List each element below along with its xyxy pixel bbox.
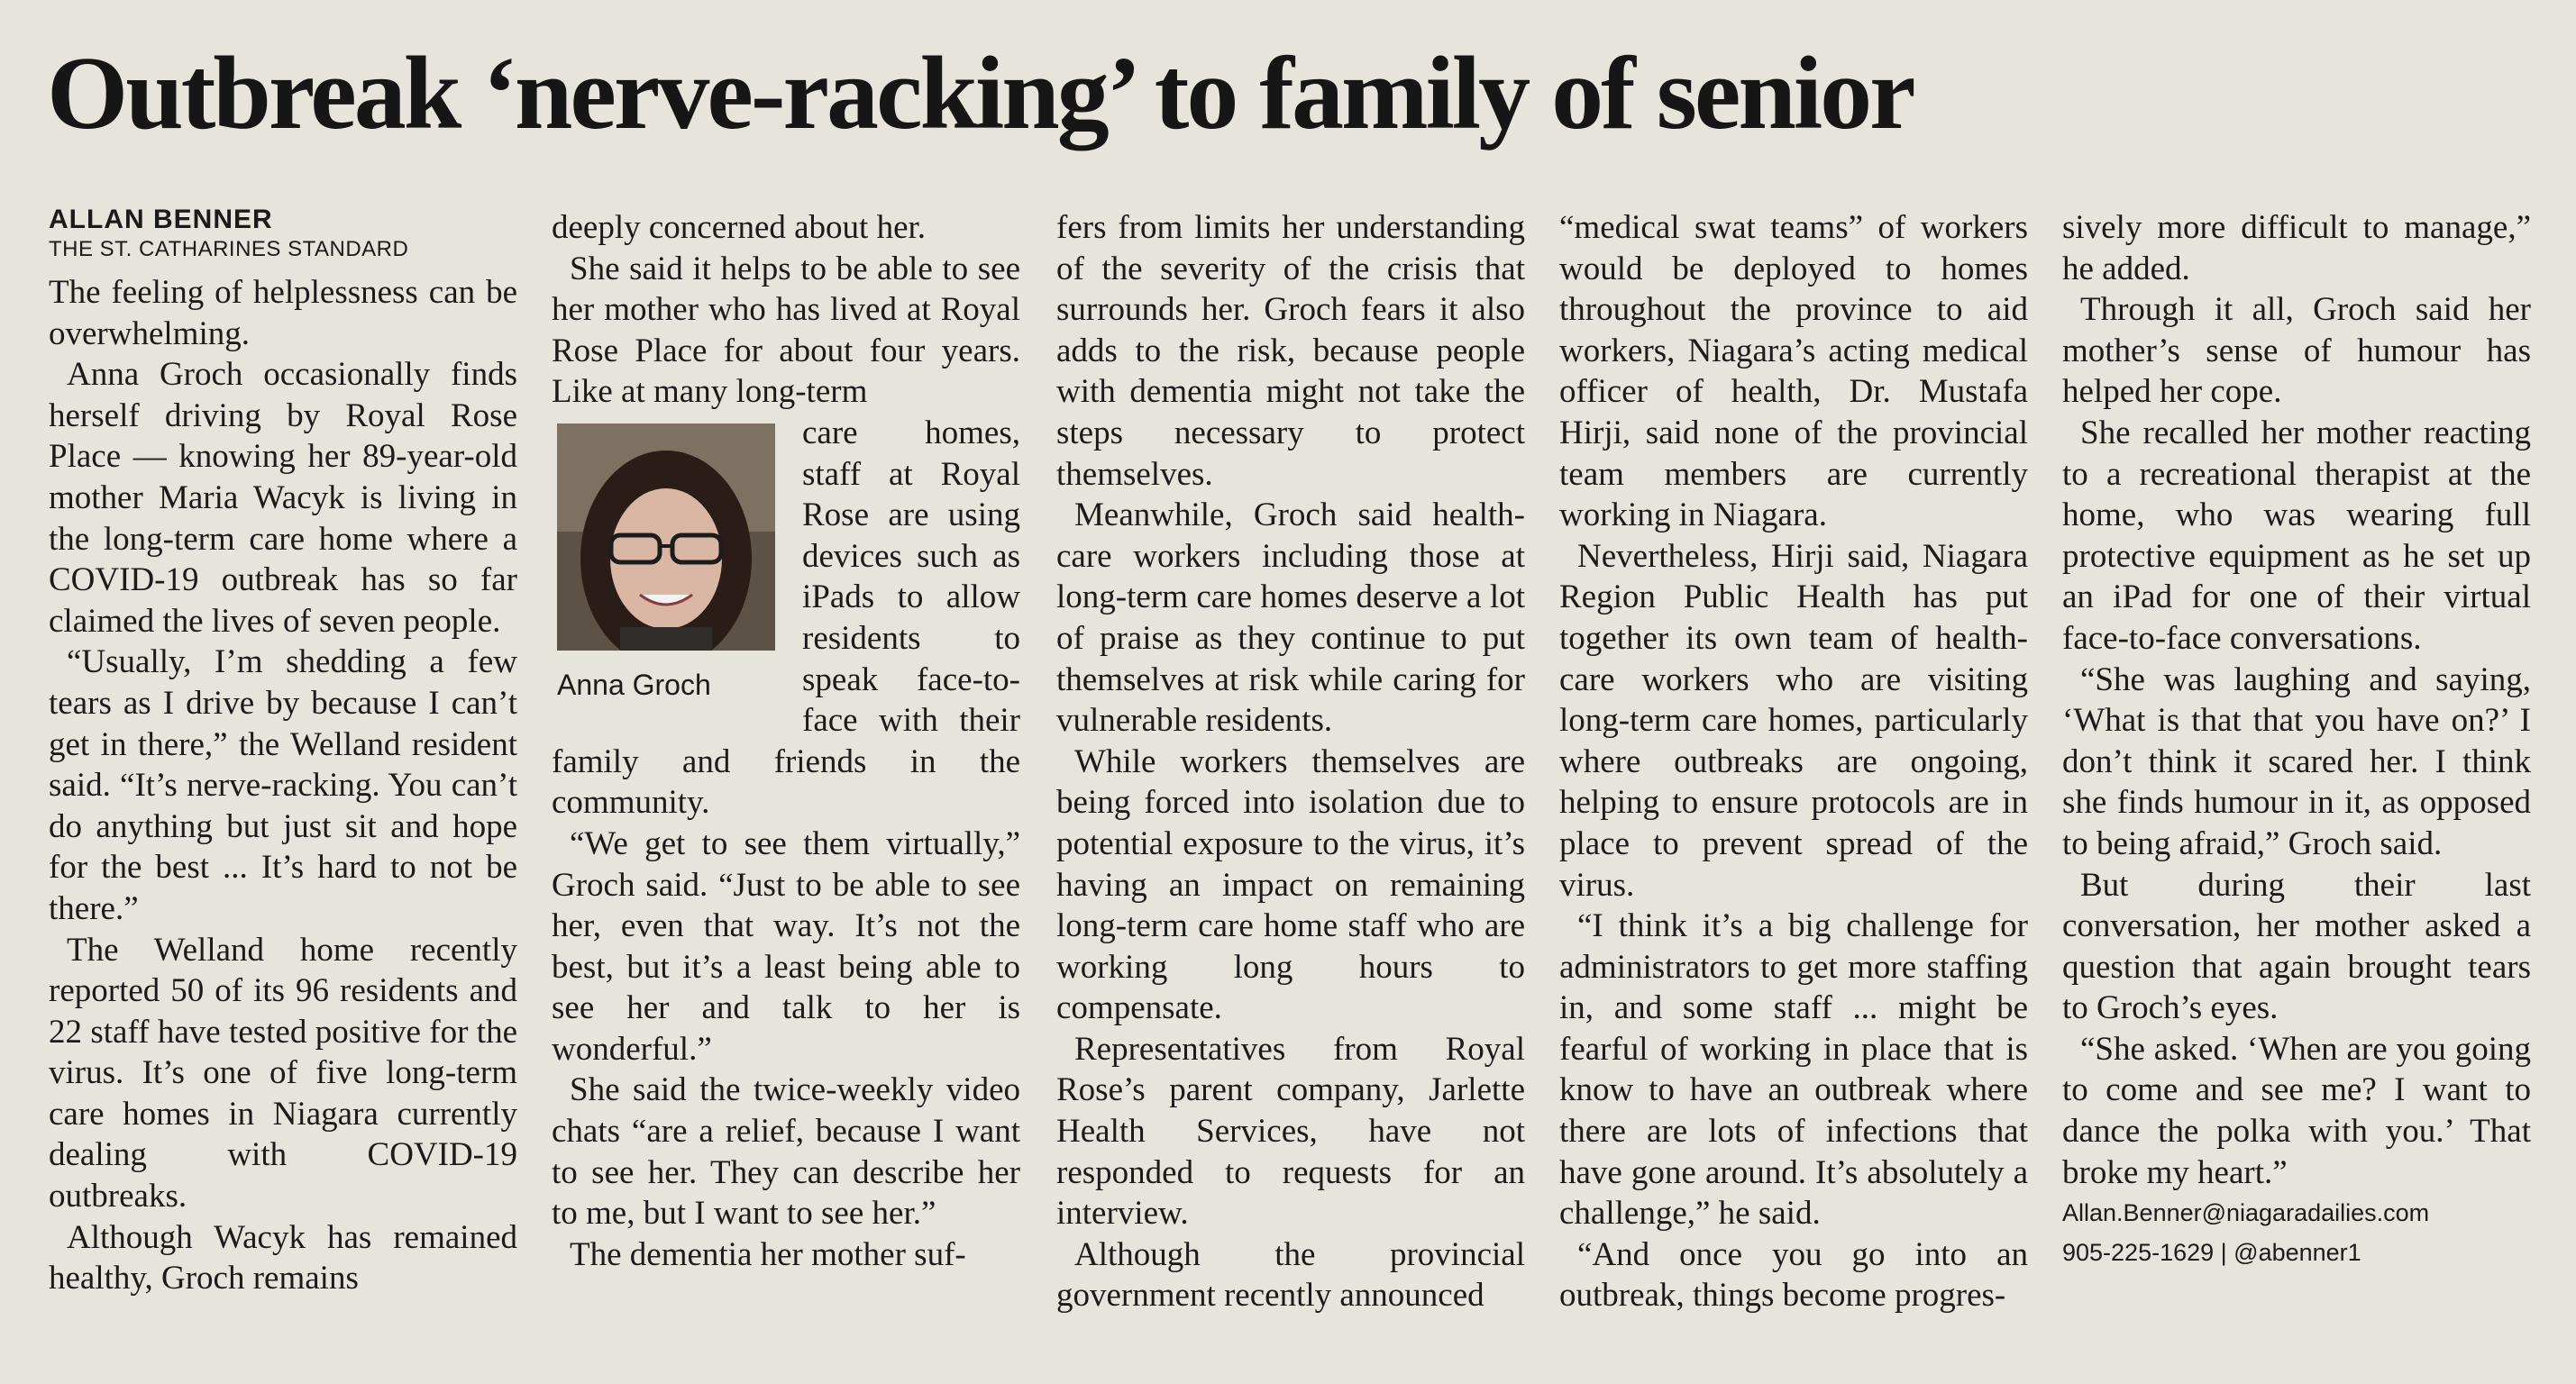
article-column-3 xyxy=(1056,207,1525,1379)
paragraph: Anna Groch occasionally finds herself driving by Royal Rose Place — knowing her 89-year-old mother Maria Wacyk is living in the long-term care home where a COVID-19 outbreak has so far claimed the lives of seven people. xyxy=(49,356,517,640)
byline-publication: THE ST. CATHARINES STANDARD xyxy=(49,237,409,261)
contact-phone-handle: 905-225-1629 | @abenner1 xyxy=(2062,1239,2361,1267)
paragraph: She recalled her mother reacting to a recreational therapist at the home, who was wearing full protective equipment as he set up an iPad for one of their virtual face-to-face conversations. xyxy=(2062,414,2531,657)
paragraph: “She asked. ‘When are you going to come and see me? I want to dance the polka with you.’ That broke my heart.” xyxy=(2062,1030,2531,1191)
paragraph: Nevertheless, Hirji said, Niagara Region Public Health has put together its own team of health-care workers who are visiting long-term care homes, particularly where outbreaks are ongoing, helping to ensure protocols are in place to prevent spread of the virus. xyxy=(1559,537,2028,904)
contact-email[interactable]: Allan.Benner@niagaradailies.com xyxy=(2062,1199,2430,1227)
article-column-4 xyxy=(1559,207,2028,1379)
headline: Outbreak ‘nerve-racking’ to family of senior xyxy=(47,36,1914,151)
paragraph: She said the twice-weekly video chats “are a relief, because I want to see her. They can describe her to me, but I want to see her.” xyxy=(552,1071,1020,1233)
paragraph: The Welland home recently reported 50 of its 96 residents and 22 staff have tested positive for the virus. It’s one of five long-term care homes in Niagara currently dealing with COVID-19 outbreaks. xyxy=(49,931,517,1216)
portrait-photo xyxy=(557,423,775,651)
paragraph: sively more difficult to manage,” he added. xyxy=(2062,209,2531,287)
paragraph: fers from limits her understanding of the severity of the crisis that surrounds her. Groch fears it also adds to the risk, because people with dementia might not take the steps necessary to protect themselves. xyxy=(1056,209,1525,493)
article-column-1 xyxy=(49,204,517,1375)
paragraph: “Usually, I’m shedding a few tears as I drive by because I can’t get in there,” the Welland resident said. “It’s nerve-racking. You can’t do anything but just sit and hope for the best ... It’s hard to not be there.” xyxy=(49,643,517,927)
paragraph: “And once you go into an outbreak, things become progres- xyxy=(1559,1235,2028,1315)
paragraph: Meanwhile, Groch said health-care workers including those at long-term care homes deserve a lot of praise as they continue to put themselves at risk while caring for vulnerable residents. xyxy=(1056,496,1525,740)
paragraph: She said it helps to be able to see her mother who has lived at Royal Rose Place for about four years. Like at many long-term xyxy=(552,250,1020,411)
paragraph: But during their last conversation, her mother asked a question that again brought tears to Groch’s eyes. xyxy=(2062,866,2531,1027)
paragraph: “She was laughing and saying, ‘What is that that you have on?’ I don’t think it scared her. I think she finds humour in it, as opposed to being afraid,” Groch said. xyxy=(2062,660,2531,862)
paragraph: While workers themselves are being forced into isolation due to potential exposure to the virus, it’s having an impact on remaining long-term care home staff who are working long hours to compensate. xyxy=(1056,742,1525,1027)
paragraph: Although Wacyk has remained healthy, Groch remains xyxy=(49,1218,517,1298)
paragraph: The dementia her mother suf- xyxy=(570,1235,966,1273)
paragraph: “I think it’s a big challenge for administrators to get more staffing in, and some staff ... might be fearful of working in place that is know to have an outbreak where there are lots of infections that have gone around. It’s absolutely a challenge,” he said. xyxy=(1559,907,2028,1233)
article-column-2 xyxy=(552,207,1020,1379)
paragraph: The feeling of helplessness can be overwhelming. xyxy=(49,274,517,352)
paragraph: deeply concerned about her. xyxy=(552,209,927,246)
article-column-5 xyxy=(2062,207,2531,1379)
paragraph: Through it all, Groch said her mother’s sense of humour has helped her cope. xyxy=(2062,291,2531,411)
byline-author: ALLAN BENNER xyxy=(49,205,273,234)
photo-caption: Anna Groch xyxy=(557,668,711,701)
paragraph: “medical swat teams” of workers would be deployed to homes throughout the province to aid workers, Niagara’s acting medical officer of health, Dr. Mustafa Hirji, said none of the provincial team members are currently working in Niagara. xyxy=(1559,209,2028,534)
paragraph: care homes, staff at Royal Rose are using devices such as iPads to allow residents to speak face-to-face with their family and friends in the community. xyxy=(552,414,1020,822)
paragraph: “We get to see them virtually,” Groch said. “Just to be able to see her, even that way. It’s not the best, but it’s a least being able to see her and talk to her is wonderful.” xyxy=(552,824,1020,1068)
paragraph: Although the provincial government recently announced xyxy=(1056,1235,1525,1315)
photo-figure xyxy=(552,413,786,703)
paragraph: Representatives from Royal Rose’s parent company, Jarlette Health Services, have not responded to requests for an interview. xyxy=(1056,1030,1525,1233)
